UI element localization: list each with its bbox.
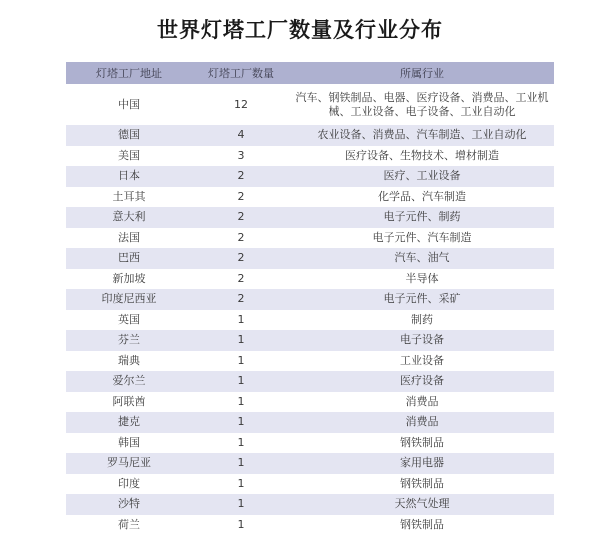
table-row [66, 515, 554, 536]
cell-count: 2 [192, 269, 290, 290]
cell-industry: 家用电器 [290, 453, 554, 474]
cell-industry: 半导体 [290, 269, 554, 290]
table-row [66, 228, 554, 249]
cell-country: 日本 [66, 166, 192, 187]
table-row [66, 289, 554, 310]
table-header-row [66, 62, 554, 84]
cell-industry: 钢铁制品 [290, 433, 554, 454]
cell-industry: 电子元件、制药 [290, 207, 554, 228]
cell-count: 12 [192, 84, 290, 125]
cell-count: 1 [192, 412, 290, 433]
cell-count: 1 [192, 371, 290, 392]
cell-country: 印度 [66, 474, 192, 495]
cell-industry: 工业设备 [290, 351, 554, 372]
cell-country: 阿联酋 [66, 392, 192, 413]
cell-country: 捷克 [66, 412, 192, 433]
cell-industry: 制药 [290, 310, 554, 331]
cell-industry: 消费品 [290, 412, 554, 433]
cell-country: 罗马尼亚 [66, 453, 192, 474]
cell-industry: 消费品 [290, 392, 554, 413]
cell-count: 2 [192, 248, 290, 269]
cell-country: 意大利 [66, 207, 192, 228]
table-row [66, 433, 554, 454]
table-row [66, 146, 554, 167]
header-count: 灯塔工厂数量 [192, 62, 290, 84]
table-row [66, 310, 554, 331]
header-country: 灯塔工厂地址 [66, 62, 192, 84]
cell-count: 4 [192, 125, 290, 146]
cell-country: 瑞典 [66, 351, 192, 372]
cell-count: 3 [192, 146, 290, 167]
cell-industry: 钢铁制品 [290, 515, 554, 536]
cell-count: 2 [192, 166, 290, 187]
cell-count: 1 [192, 351, 290, 372]
cell-count: 1 [192, 310, 290, 331]
cell-country: 爱尔兰 [66, 371, 192, 392]
cell-industry: 医疗设备 [290, 371, 554, 392]
cell-industry: 农业设备、消费品、汽车制造、工业自动化 [290, 125, 554, 146]
cell-country: 荷兰 [66, 515, 192, 536]
table-row [66, 330, 554, 351]
cell-count: 2 [192, 187, 290, 208]
table-row [66, 494, 554, 515]
lighthouse-factory-table [66, 62, 554, 535]
table-row [66, 351, 554, 372]
cell-industry: 汽车、油气 [290, 248, 554, 269]
cell-count: 1 [192, 494, 290, 515]
cell-country: 韩国 [66, 433, 192, 454]
table-row [66, 453, 554, 474]
cell-country: 沙特 [66, 494, 192, 515]
cell-count: 2 [192, 228, 290, 249]
cell-country: 巴西 [66, 248, 192, 269]
cell-industry: 医疗、工业设备 [290, 166, 554, 187]
table-row [66, 248, 554, 269]
cell-country: 中国 [66, 84, 192, 125]
cell-count: 2 [192, 289, 290, 310]
cell-country: 法国 [66, 228, 192, 249]
table-row [66, 166, 554, 187]
cell-country: 英国 [66, 310, 192, 331]
cell-industry: 电子元件、采矿 [290, 289, 554, 310]
cell-industry: 天然气处理 [290, 494, 554, 515]
table-row [66, 84, 554, 125]
table-row [66, 371, 554, 392]
cell-count: 1 [192, 330, 290, 351]
cell-industry: 电子设备 [290, 330, 554, 351]
cell-country: 土耳其 [66, 187, 192, 208]
page-title: 世界灯塔工厂数量及行业分布 [157, 18, 443, 42]
table-row [66, 125, 554, 146]
cell-industry: 电子元件、汽车制造 [290, 228, 554, 249]
table-row [66, 269, 554, 290]
cell-industry: 化学品、汽车制造 [290, 187, 554, 208]
cell-count: 1 [192, 433, 290, 454]
table-row [66, 474, 554, 495]
cell-count: 1 [192, 392, 290, 413]
cell-count: 1 [192, 453, 290, 474]
cell-count: 2 [192, 207, 290, 228]
table-row [66, 412, 554, 433]
cell-country: 德国 [66, 125, 192, 146]
table-row [66, 392, 554, 413]
cell-industry: 医疗设备、生物技术、增材制造 [290, 146, 554, 167]
header-industry: 所属行业 [290, 62, 554, 84]
cell-country: 芬兰 [66, 330, 192, 351]
table-row [66, 207, 554, 228]
cell-country: 新加坡 [66, 269, 192, 290]
cell-industry: 钢铁制品 [290, 474, 554, 495]
table-row [66, 187, 554, 208]
cell-country: 美国 [66, 146, 192, 167]
cell-count: 1 [192, 515, 290, 536]
cell-count: 1 [192, 474, 290, 495]
cell-industry: 汽车、钢铁制品、电器、医疗设备、消费品、工业机械、工业设备、电子设备、工业自动化 [290, 84, 554, 125]
cell-country: 印度尼西亚 [66, 289, 192, 310]
